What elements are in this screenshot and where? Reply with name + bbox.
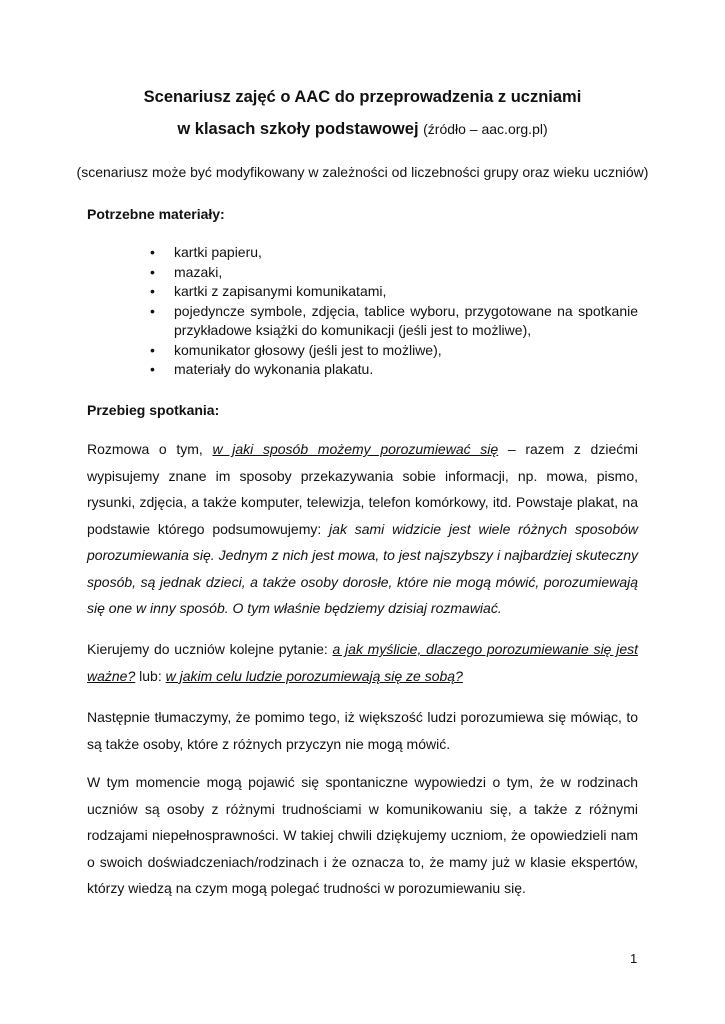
p1-emphasis-question: w jaki sposób możemy porozumiewać się [212, 441, 499, 457]
paragraph-1 [87, 436, 638, 622]
list-item: • materiały do wykonania plakatu. [148, 360, 638, 380]
document-title: Scenariusz zajęć o AAC do przeprowadzenia z uczniami [143, 88, 582, 106]
p2-text-c: lub: [135, 667, 166, 684]
paragraph-3: Następnie tłumaczymy, że pomimo tego, iż większość ludzi porozumiewa się mówiąc, to są także osoby, które z różnych przyczyn nie mogą mówić. [87, 709, 638, 752]
p1-text-c: – razem z dziećmi wypisujemy znane im sposoby przekazywania sobie informacji, np. mowa, pismo, rysunki, zdjęcia, a także komputer, telewizja, telefon komórkowy, itd. Powstaje plakat, na podstawie którego podsumowujemy: [87, 441, 639, 537]
source-note: (źródło – aac.org.pl) [423, 121, 548, 137]
document-subtitle [0, 120, 725, 139]
p1-summary-italic: jak sami widzicie jest wiele różnych sposobów porozumiewania się. Jednym z nich jest mowa, to jest najszybszy i najbardziej skuteczny sposób, są jednak dzieci, a także osoby dorosłe, które nie mogą mówić, porozumiewają się one w inny sposób. O tym właśnie będziemy dzisiaj rozmawiać. [87, 520, 639, 616]
page-number: 1 [630, 951, 638, 966]
list-item: • kartki z zapisanymi komunikatami, [148, 282, 638, 302]
course-heading: Przebieg spotkania: [87, 402, 220, 418]
list-item: • pojedyncze symbole, zdjęcia, tablice wyboru, przygotowane na spotkanie przykładowe książki do komunikacji (jeśli jest to możliwe), [148, 302, 638, 341]
subtitle-text: w klasach szkoły podstawowej [177, 120, 419, 138]
list-item: • mazaki, [148, 263, 638, 283]
list-item: • komunikator głosowy (jeśli jest to możliwe), [148, 341, 638, 361]
p2-text-a: Kierujemy do uczniów kolejne pytanie: [87, 641, 333, 657]
paragraph-4: W tym momencie mogą pojawić się spontaniczne wypowiedzi o tym, że w rodzinach uczniów są osoby z różnymi trudnościami w komunikowaniu się, a także z różnymi rodzajami niepełnosprawności. W takiej chwili dziękujemy uczniom, że opowiedzieli nam o swoich doświadczeniach/rodzinach i że oznacza to, że mamy już w klasie ekspertów, którzy wiedzą na czym mogą polegać trudności w porozumiewaniu się. [87, 774, 638, 896]
materials-heading: Potrzebne materiały: [87, 206, 225, 222]
paragraph-2 [87, 636, 638, 689]
p2-question-2: w jakim celu ludzie porozumiewają się ze sobą? [165, 667, 463, 684]
p1-text-a: Rozmowa o tym, [87, 441, 213, 457]
scenario-note: (scenariusz może być modyfikowany w zależności od liczebności grupy oraz wieku uczniów) [76, 164, 649, 180]
list-item: • kartki papieru, [148, 243, 638, 263]
materials-list [148, 243, 638, 380]
p2-question-1: a jak myślicie, dlaczego porozumiewanie się jest ważne? [87, 641, 638, 684]
